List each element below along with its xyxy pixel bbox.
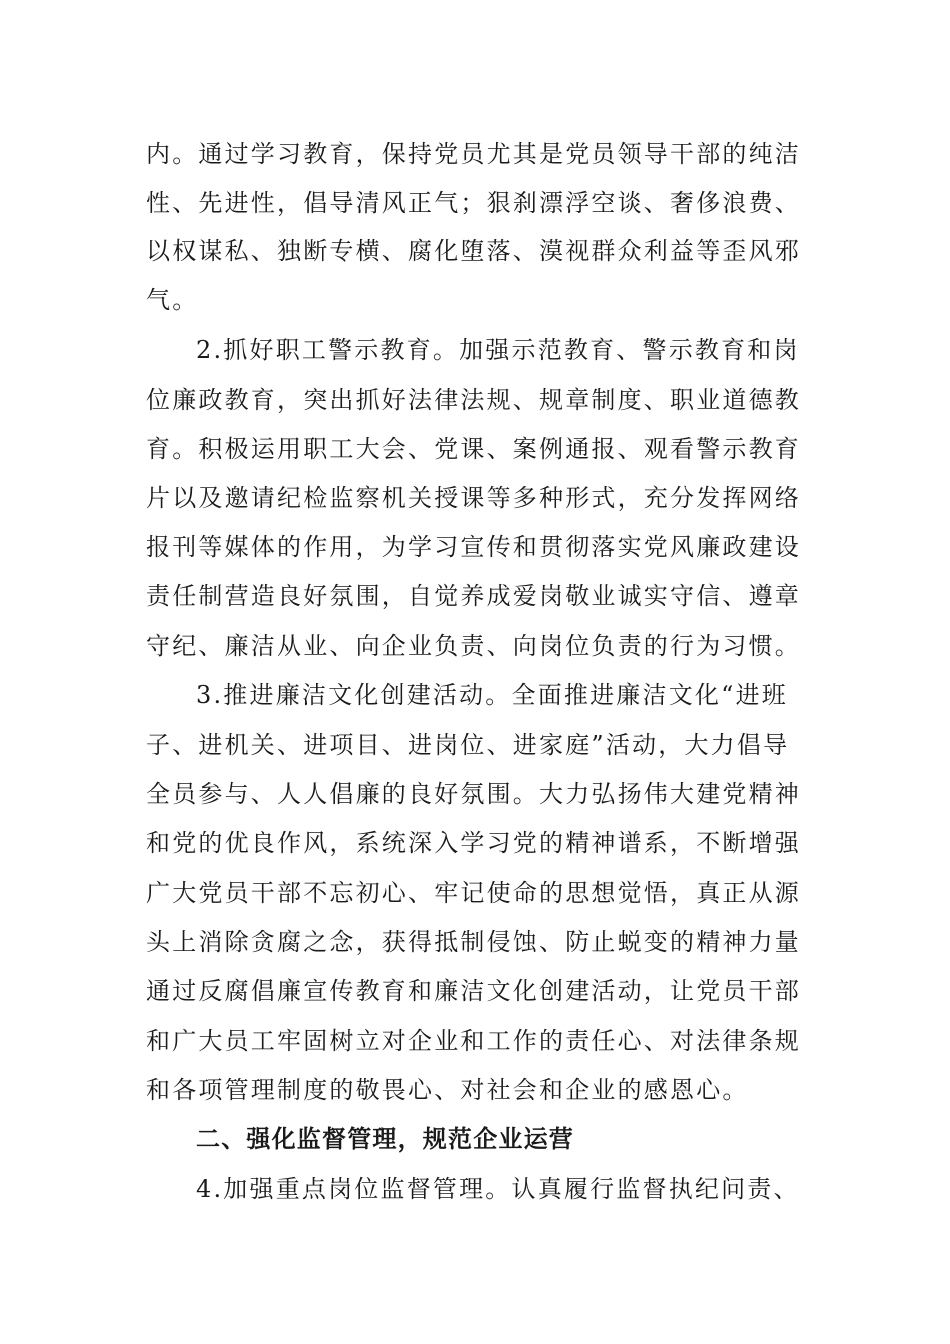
paragraph-line: 内。通过学习教育，保持党员尤其是党员领导干部的纯洁 [146,140,801,168]
paragraph-line: 责任制营造良好氛围，自觉养成爱岗敬业诚实守信、遵章 [146,582,801,610]
paragraph-line: 全员参与、人人倡廉的良好氛围。大力弘扬伟大建党精神 [146,780,801,808]
paragraph-line: 和各项管理制度的敬畏心、对社会和企业的感恩心。 [146,1076,749,1104]
section-heading: 二、强化监督管理，规范企业运营 [196,1125,574,1153]
item-4-title-line: 4.加强重点岗位监督管理。认真履行监督执纪问责、 [196,1175,800,1203]
paragraph-line: 性、先进性，倡导清风正气；狠刹漂浮空谈、奢侈浪费、 [146,189,801,217]
paragraph-line: 和广大员工牢固树立对企业和工作的责任心、对法律条规 [146,1027,801,1055]
paragraph-line: 育。积极运用职工大会、党课、案例通报、观看警示教育 [146,435,801,463]
item-3-title-line: 3.推进廉洁文化创建活动。全面推进廉洁文化“进班 [196,681,788,709]
paragraph-line: 片以及邀请纪检监察机关授课等多种形式，充分发挥网络 [146,484,801,512]
paragraph-line: 子、进机关、进项目、进岗位、进家庭”活动，大力倡导 [146,731,790,759]
item-2-title-line: 2.抓好职工警示教育。加强示范教育、警示教育和岗 [196,336,800,364]
paragraph-line: 通过反腐倡廉宣传教育和廉洁文化创建活动，让党员干部 [146,977,801,1005]
paragraph-line: 守纪、廉洁从业、向企业负责、向岗位负责的行为习惯。 [146,632,801,660]
paragraph-line: 广大党员干部不忘初心、牢记使命的思想觉悟，真正从源 [146,879,801,907]
paragraph-line: 和党的优良作风，系统深入学习党的精神谱系，不断增强 [146,829,801,857]
paragraph-line: 头上消除贪腐之念，获得抵制侵蚀、防止蜕变的精神力量 [146,928,801,956]
paragraph-line: 位廉政教育，突出抓好法律法规、规章制度、职业道德教 [146,386,801,414]
paragraph-line: 报刊等媒体的作用，为学习宣传和贯彻落实党风廉政建设 [146,533,801,561]
paragraph-line: 气。 [146,286,199,314]
paragraph-line: 以权谋私、独断专横、腐化堕落、漠视群众利益等歪风邪 [146,237,801,265]
